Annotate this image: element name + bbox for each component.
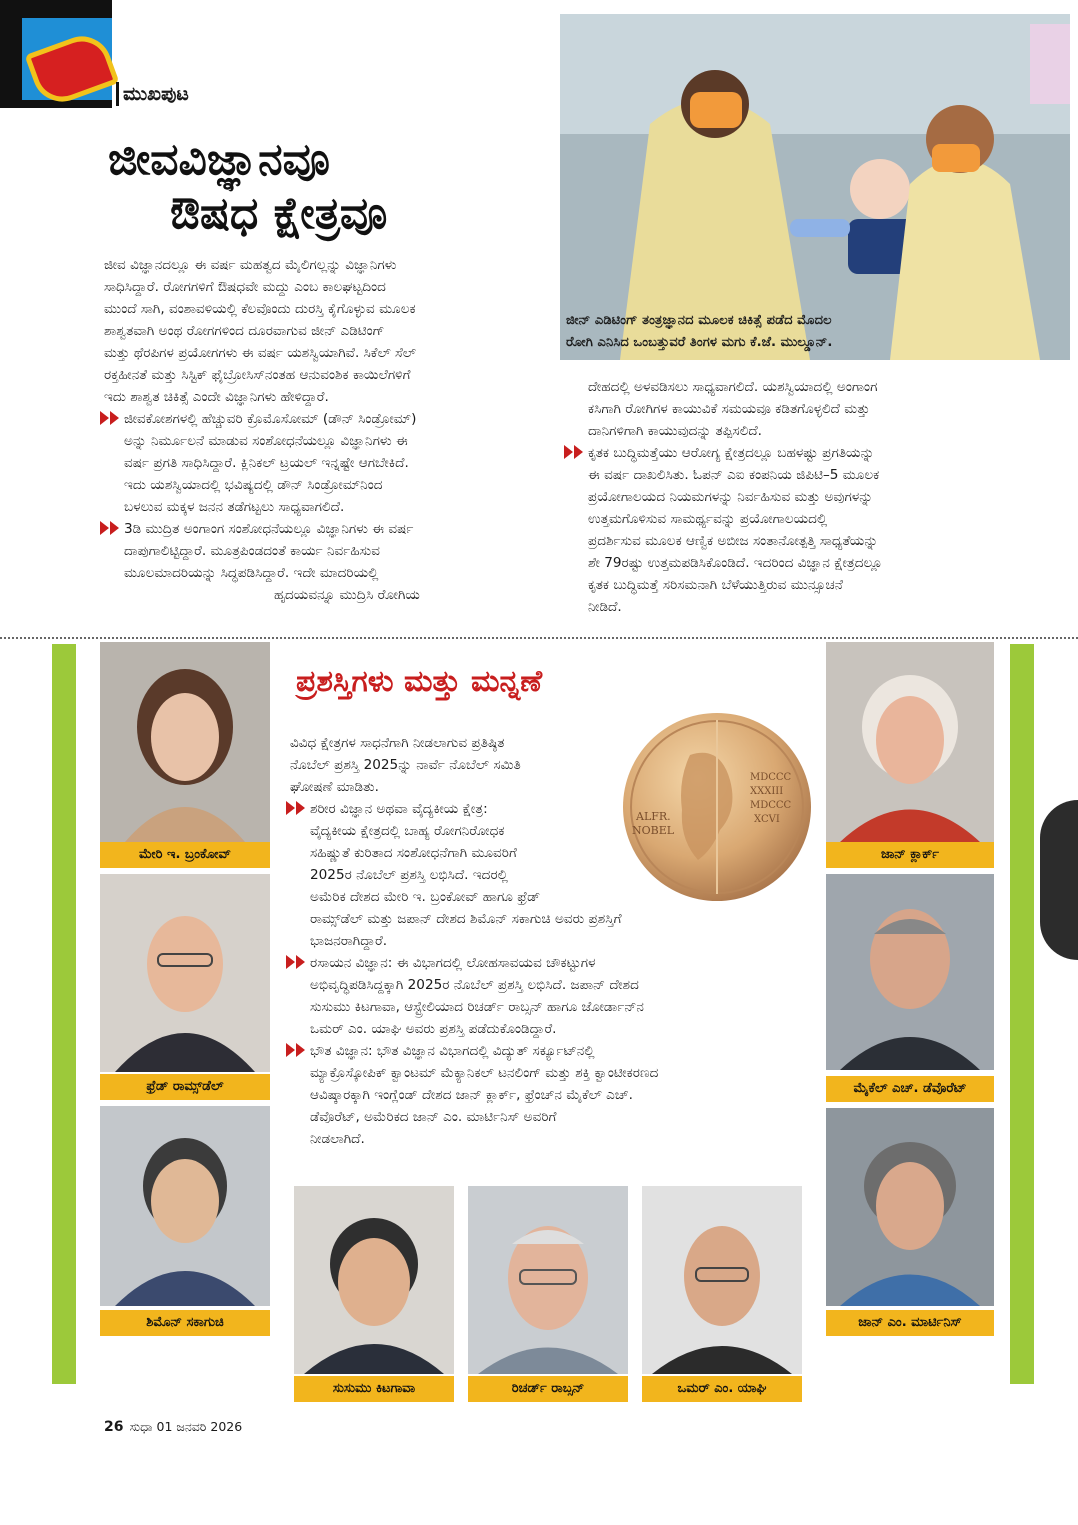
- portrait-ramsdell: [100, 874, 270, 1072]
- portrait-illustration: [826, 874, 994, 1070]
- portrait-illustration: [100, 1106, 270, 1306]
- medal-text: MDCCC: [750, 772, 792, 783]
- medal-text: XXXIII: [750, 786, 784, 797]
- portrait-illustration: [100, 874, 270, 1072]
- portrait-clarke: [826, 642, 994, 842]
- portrait-devoret: [826, 874, 994, 1070]
- portrait-martinis: [826, 1108, 994, 1306]
- portrait-illustration: [100, 642, 270, 842]
- intro-line: ಮುಂದೆ ಸಾಗಿ, ವಂಶಾವಳಿಯಲ್ಲಿ ಕೆಲವೊಂದು ದುರಸ್ತಿ ಕೈಗೊಳ್ಳುವ ಮೂಲಕ: [104, 301, 416, 317]
- name-tag-robson: ರಿಚರ್ಡ್ ರಾಬ್ಸನ್: [468, 1376, 628, 1402]
- intro-line: ರಕ್ತಹೀನತೆ ಮತ್ತು ಸಿಸ್ಟಿಕ್ ಫೈಬ್ರೋಸಿಸ್‌ನಂತಹ ಆನುವಂಶಿಕ ಕಾಯಿಲೆಗಳಿಗೆ: [104, 367, 411, 383]
- awards-title: ಪ್ರಶಸ್ತಿಗಳು ಮತ್ತು ಮನ್ನಣೆ: [296, 664, 543, 699]
- hero-caption-line-1: ಜೀನ್ ಎಡಿಟಿಂಗ್ ತಂತ್ರಜ್ಞಾನದ ಮೂಲಕ ಚಿಕಿತ್ಸೆ ಪಡೆದ ಮೊದಲ: [566, 313, 832, 328]
- section-label: ಮುಖಪುಟ: [116, 82, 189, 106]
- portrait-brunkow: [100, 642, 270, 842]
- intro-line: ಜೀವ ವಿಜ್ಞಾನದಲ್ಲೂ ಈ ವರ್ಷ ಮಹತ್ವದ ಮೈಲಿಗಲ್ಲನ್ನು ವಿಜ್ಞಾನಿಗಳು: [104, 257, 397, 273]
- double-arrow-bullet-icon: [286, 955, 308, 969]
- intro-line: ಇದು ಶಾಶ್ವತ ಚಿಕಿತ್ಸೆ ಎಂದೇ ವಿಜ್ಞಾನಿಗಳು ಹೇಳಿದ್ದಾರೆ.: [104, 389, 329, 405]
- title-line-2: ಔಷಧ ಕ್ಷೇತ್ರವೂ: [170, 188, 388, 239]
- name-tag-ramsdell: ಫ್ರೆಡ್ ರಾಮ್ಸ್‌ಡೆಲ್: [100, 1074, 270, 1100]
- medal-text: XCVI: [754, 814, 780, 825]
- portrait-yaghi: [642, 1186, 802, 1374]
- hero-caption-line-2: ರೋಗಿ ಎನಿಸಿದ ಒಂಬತ್ತುವರೆ ತಿಂಗಳ ಮಗು ಕೆ.ಜೆ. ಮುಲ್ಡೂನ್.: [566, 335, 833, 350]
- awards-body: ವಿವಿಧ ಕ್ಷೇತ್ರಗಳ ಸಾಧನೆಗಾಗಿ ನೀಡಲಾಗುವ ಪ್ರತಿಷ್ಠಿತ ನೊಬೆಲ್ ಪ್ರಶಸ್ತಿ 2025ನ್ನು ನಾರ್ವೆ ನೊಬೆಲ್ ಸಮಿತಿ ಘೋಷಣೆ ಮಾಡಿತು. ಶರೀರ ವಿಜ್ಞಾನ ಅಥವಾ ವೈದ್ಯಕೀಯ ಕ್ಷೇತ್ರ: ವೈದ್ಯಕೀಯ ಕ್ಷೇತ್ರದಲ್ಲಿ ಬಾಹ್ಯ ರೋಗನಿರೋಧಕ ಸಹಿಷ್ಣುತೆ ಕುರಿತಾದ ಸಂಶೋಧನೆಗಾಗಿ ಮೂವರಿಗೆ 2025ರ ನೊಬೆಲ್ ಪ್ರಶಸ್ತಿ ಲಭಿಸಿದೆ. ಇದರಲ್ಲಿ ಅಮೆರಿಕ ದೇಶದ ಮೇರಿ ಇ. ಬ್ರಂಕೋವ್ ಹಾಗೂ ಫ್ರೆಡ್ ರಾಮ್ಸ್‌ಡೆಲ್ ಮತ್ತು ಜಪಾನ್ ದೇಶದ ಶಿಮೊನ್ ಸಕಾಗುಚಿ ಅವರು ಪ್ರಶಸ್ತಿಗೆ ಭಾಜನರಾಗಿದ್ದಾರೆ. ರಸಾಯನ ವಿಜ್ಞಾನ: ಈ ವಿಭಾಗದಲ್ಲಿ ಲೋಹಸಾವಯವ ಚೌಕಟ್ಟುಗಳ ಅಭಿವೃದ್ಧಿಪಡಿಸಿದ್ದಕ್ಕಾಗಿ 2025ರ ನೊಬೆಲ್ ಪ್ರಶಸ್ತಿ ಲಭಿಸಿದೆ. ಜಪಾನ್ ದೇಶದ ಸುಸುಮು ಕಿಟಗಾವಾ, ಆಸ್ಟ್ರೇಲಿಯಾದ ರಿಚರ್ಡ್ ರಾಬ್ಸನ್ ಹಾಗೂ ಜೋರ್ಡಾನ್‌ನ ಒಮರ್ ಎಂ. ಯಾಘಿ ಅವರು ಪ್ರಶಸ್ತಿ ಪಡೆದುಕೊಂಡಿದ್ದಾರೆ. ಭೌತ ವಿಜ್ಞಾನ: ಭೌತ ವಿಜ್ಞಾನ ವಿಭಾಗದಲ್ಲಿ ವಿದ್ಯುತ್ ಸರ್ಕ್ಯೂಟ್‌ನಲ್ಲಿ ಮ್ಯಾಕ್ರೊಸ್ಕೋಪಿಕ್ ಕ್ವಾಂಟಮ್ ಮೆಕ್ಯಾನಿಕಲ್ ಟನಲಿಂಗ್ ಮತ್ತು ಶಕ್ತಿ ಕ್ವಾಂಟೀಕರಣದ ಆವಿಷ್ಕಾರಕ್ಕಾಗಿ ಇಂಗ್ಲೆಂಡ್ ದೇಶದ ಜಾನ್ ಕ್ಲಾರ್ಕ್, ಫ್ರೆಂಚ್‌ನ ಮೈಕೆಲ್ ಎಚ್. ಡೆವೊರೆಟ್, ಅಮೆರಿಕದ ಜಾನ್ ಎಂ. ಮಾರ್ಟಿನಿಸ್ ಅವರಿಗೆ ನೀಡಲಾಗಿದೆ.: [290, 732, 810, 1150]
- double-arrow-bullet-icon: [100, 521, 122, 535]
- name-tag-brunkow: ಮೇರಿ ಇ. ಬ್ರಂಕೋವ್: [100, 842, 270, 868]
- article-column-2: ದೇಹದಲ್ಲಿ ಅಳವಡಿಸಲು ಸಾಧ್ಯವಾಗಲಿದೆ. ಯಶಸ್ವಿಯಾದಲ್ಲಿ ಅಂಗಾಂಗ ಕಸಿಗಾಗಿ ರೋಗಿಗಳ ಕಾಯುವಿಕೆ ಸಮಯವೂ ಕಡಿತಗೊಳ್ಳಲಿದೆ ಮತ್ತು ದಾನಿಗಳಿಗಾಗಿ ಕಾಯುವುದನ್ನು ತಪ್ಪಿಸಲಿದೆ. ಕೃತಕ ಬುದ್ಧಿಮತ್ತೆಯು ಆರೋಗ್ಯ ಕ್ಷೇತ್ರದಲ್ಲೂ ಬಹಳಷ್ಟು ಪ್ರಗತಿಯನ್ನು ಈ ವರ್ಷ ದಾಖಲಿಸಿತು. ಓಪನ್ ಎಐ ಕಂಪನಿಯ ಜಿಪಿಟಿ–5 ಮೂಲಕ ಪ್ರಯೋಗಾಲಯದ ನಿಯಮಗಳನ್ನು ನಿರ್ವಹಿಸುವ ಮತ್ತು ಅವುಗಳನ್ನು ಉತ್ತಮಗೊಳಿಸುವ ಸಾಮರ್ಥ್ಯವನ್ನು ಪ್ರಯೋಗಾಲಯದಲ್ಲಿ ಪ್ರದರ್ಶಿಸುವ ಮೂಲಕ ಆಣ್ವಿಕ ಅಬೀಜ ಸಂತಾನೋತ್ಪತ್ತಿ ಸಾಧ್ಯತೆಯನ್ನು ಶೇ 79ರಷ್ಟು ಉತ್ತಮಪಡಿಸಿಕೊಂಡಿದೆ. ಇದರಿಂದ ವಿಜ್ಞಾನ ಕ್ಷೇತ್ರದಲ್ಲೂ ಕೃತಕ ಬುದ್ಧಿಮತ್ತೆ ಸರಿಸಮನಾಗಿ ಬೆಳೆಯುತ್ತಿರುವ ಮುನ್ಸೂಚನೆ ನೀಡಿದೆ.: [562, 376, 1002, 618]
- page-number: 26: [104, 1419, 124, 1435]
- portrait-illustration: [468, 1186, 628, 1374]
- bullet-medicine: ಶರೀರ ವಿಜ್ಞಾನ ಅಥವಾ ವೈದ್ಯಕೀಯ ಕ್ಷೇತ್ರ: ವೈದ್ಯಕೀಯ ಕ್ಷೇತ್ರದಲ್ಲಿ ಬಾಹ್ಯ ರೋಗನಿರೋಧಕ ಸಹಿಷ್ಣುತೆ ಕುರಿತಾದ ಸಂಶೋಧನೆಗಾಗಿ ಮೂವರಿಗೆ 2025ರ ನೊಬೆಲ್ ಪ್ರಶಸ್ತಿ ಲಭಿಸಿದೆ. ಇದರಲ್ಲಿ ಅಮೆರಿಕ ದೇಶದ ಮೇರಿ ಇ. ಬ್ರಂಕೋವ್ ಹಾಗೂ ಫ್ರೆಡ್ ರಾಮ್ಸ್‌ಡೆಲ್ ಮತ್ತು ಜಪಾನ್ ದೇಶದ ಶಿಮೊನ್ ಸಕಾಗುಚಿ ಅವರು ಪ್ರಶಸ್ತಿಗೆ ಭಾಜನರಾಗಿದ್ದಾರೆ.: [284, 798, 810, 952]
- bullet-3d-organs: 3ಡಿ ಮುದ್ರಿತ ಅಂಗಾಂಗ ಸಂಶೋಧನೆಯಲ್ಲೂ ವಿಜ್ಞಾನಿಗಳು ಈ ವರ್ಷ ದಾಪುಗಾಲಿಟ್ಟಿದ್ದಾರೆ. ಮೂತ್ರಪಿಂಡದಂತೆ ಕಾರ್ಯ ನಿರ್ವಹಿಸುವ ಮೂಲಮಾದರಿಯನ್ನು ಸಿದ್ಧಪಡಿಸಿದ್ದಾರೆ. ಇದೇ ಮಾದರಿಯಲ್ಲಿ ಹೃದಯವನ್ನೂ ಮುದ್ರಿಸಿ ರೋಗಿಯ: [98, 518, 544, 606]
- hero-photo-illustration: [560, 14, 1070, 360]
- section-divider: [0, 637, 1078, 639]
- page-footer: [104, 1419, 242, 1435]
- portrait-sakaguchi: [100, 1106, 270, 1306]
- name-tag-yaghi: ಒಮರ್ ಎಂ. ಯಾಘಿ: [642, 1376, 802, 1402]
- portrait-kitagawa: [294, 1186, 454, 1374]
- portrait-illustration: [294, 1186, 454, 1374]
- bullet-ai-health: ಕೃತಕ ಬುದ್ಧಿಮತ್ತೆಯು ಆರೋಗ್ಯ ಕ್ಷೇತ್ರದಲ್ಲೂ ಬಹಳಷ್ಟು ಪ್ರಗತಿಯನ್ನು ಈ ವರ್ಷ ದಾಖಲಿಸಿತು. ಓಪನ್ ಎಐ ಕಂಪನಿಯ ಜಿಪಿಟಿ–5 ಮೂಲಕ ಪ್ರಯೋಗಾಲಯದ ನಿಯಮಗಳನ್ನು ನಿರ್ವಹಿಸುವ ಮತ್ತು ಅವುಗಳನ್ನು ಉತ್ತಮಗೊಳಿಸುವ ಸಾಮರ್ಥ್ಯವನ್ನು ಪ್ರಯೋಗಾಲಯದಲ್ಲಿ ಪ್ರದರ್ಶಿಸುವ ಮೂಲಕ ಆಣ್ವಿಕ ಅಬೀಜ ಸಂತಾನೋತ್ಪತ್ತಿ ಸಾಧ್ಯತೆಯನ್ನು ಶೇ 79ರಷ್ಟು ಉತ್ತಮಪಡಿಸಿಕೊಂಡಿದೆ. ಇದರಿಂದ ವಿಜ್ಞಾನ ಕ್ಷೇತ್ರದಲ್ಲೂ ಕೃತಕ ಬುದ್ಧಿಮತ್ತೆ ಸರಿಸಮನಾಗಿ ಬೆಳೆಯುತ್ತಿರುವ ಮುನ್ಸೂಚನೆ ನೀಡಿದೆ.: [562, 442, 1002, 618]
- name-tag-martinis: ಜಾನ್ ಎಂ. ಮಾರ್ಟಿನಿಸ್: [826, 1310, 994, 1336]
- bullet-down-syndrome: ಜೀವಕೋಶಗಳಲ್ಲಿ ಹೆಚ್ಚುವರಿ ಕ್ರೊಮೊಸೋಮ್ (ಡೌನ್ ಸಿಂಡ್ರೋಮ್) ಅನ್ನು ನಿರ್ಮೂಲನೆ ಮಾಡುವ ಸಂಶೋಧನೆಯಲ್ಲೂ ವಿಜ್ಞಾನಿಗಳು ಈ ವರ್ಷ ಪ್ರಗತಿ ಸಾಧಿಸಿದ್ದಾರೆ. ಕ್ಲಿನಿಕಲ್ ಟ್ರಯಲ್ ಇನ್ನಷ್ಟೇ ಆಗಬೇಕಿದೆ. ಇದು ಯಶಸ್ವಿಯಾದಲ್ಲಿ ಭವಿಷ್ಯದಲ್ಲಿ ಡೌನ್ ಸಿಂಡ್ರೋಮ್‌ನಿಂದ ಬಳಲುವ ಮಕ್ಕಳ ಜನನ ತಡೆಗಟ್ಟಲು ಸಾಧ್ಯವಾಗಲಿದೆ.: [98, 408, 544, 518]
- bullet-chemistry: ರಸಾಯನ ವಿಜ್ಞಾನ: ಈ ವಿಭಾಗದಲ್ಲಿ ಲೋಹಸಾವಯವ ಚೌಕಟ್ಟುಗಳ ಅಭಿವೃದ್ಧಿಪಡಿಸಿದ್ದಕ್ಕಾಗಿ 2025ರ ನೊಬೆಲ್ ಪ್ರಶಸ್ತಿ ಲಭಿಸಿದೆ. ಜಪಾನ್ ದೇಶದ ಸುಸುಮು ಕಿಟಗಾವಾ, ಆಸ್ಟ್ರೇಲಿಯಾದ ರಿಚರ್ಡ್ ರಾಬ್ಸನ್ ಹಾಗೂ ಜೋರ್ಡಾನ್‌ನ ಒಮರ್ ಎಂ. ಯಾಘಿ ಅವರು ಪ್ರಶಸ್ತಿ ಪಡೆದುಕೊಂಡಿದ್ದಾರೆ.: [284, 952, 810, 1040]
- green-side-bar-right: [1010, 644, 1034, 1384]
- double-arrow-bullet-icon: [286, 1043, 308, 1057]
- double-arrow-bullet-icon: [286, 801, 308, 815]
- bullet-physics: ಭೌತ ವಿಜ್ಞಾನ: ಭೌತ ವಿಜ್ಞಾನ ವಿಭಾಗದಲ್ಲಿ ವಿದ್ಯುತ್ ಸರ್ಕ್ಯೂಟ್‌ನಲ್ಲಿ ಮ್ಯಾಕ್ರೊಸ್ಕೋಪಿಕ್ ಕ್ವಾಂಟಮ್ ಮೆಕ್ಯಾನಿಕಲ್ ಟನಲಿಂಗ್ ಮತ್ತು ಶಕ್ತಿ ಕ್ವಾಂಟೀಕರಣದ ಆವಿಷ್ಕಾರಕ್ಕಾಗಿ ಇಂಗ್ಲೆಂಡ್ ದೇಶದ ಜಾನ್ ಕ್ಲಾರ್ಕ್, ಫ್ರೆಂಚ್‌ನ ಮೈಕೆಲ್ ಎಚ್. ಡೆವೊರೆಟ್, ಅಮೆರಿಕದ ಜಾನ್ ಎಂ. ಮಾರ್ಟಿನಿಸ್ ಅವರಿಗೆ ನೀಡಲಾಗಿದೆ.: [284, 1040, 810, 1150]
- medal-text: ALFR.: [636, 810, 671, 823]
- double-arrow-bullet-icon: [564, 445, 586, 459]
- issue-info: ಸುಧಾ 01 ಜನವರಿ 2026: [129, 1419, 243, 1434]
- portrait-illustration: [826, 642, 994, 842]
- portrait-illustration: [826, 1108, 994, 1306]
- hero-photo: [560, 14, 1070, 360]
- medal-text: MDCCC: [750, 800, 792, 811]
- double-arrow-bullet-icon: [100, 411, 122, 425]
- intro-line: ಮತ್ತು ಥೆರಪಿಗಳ ಪ್ರಯೋಗಗಳು ಈ ವರ್ಷ ಯಶಸ್ವಿಯಾಗಿವೆ. ಸಿಕೆಲ್ ಸೆಲ್: [104, 345, 416, 361]
- portrait-illustration: [642, 1186, 802, 1374]
- name-tag-clarke: ಜಾನ್ ಕ್ಲಾರ್ಕ್: [826, 842, 994, 868]
- intro-line: ಸಾಧಿಸಿದ್ದಾರೆ. ರೋಗಗಳಿಗೆ ಔಷಧವೇ ಮದ್ದು ಎಂಬ ಕಾಲಘಟ್ಟದಿಂದ: [104, 279, 386, 295]
- name-tag-sakaguchi: ಶಿಮೊನ್ ಸಕಾಗುಚಿ: [100, 1310, 270, 1336]
- title-line-1: ಜೀವವಿಜ್ಞಾನವೂ: [108, 134, 330, 185]
- portrait-robson: [468, 1186, 628, 1374]
- medal-text: NOBEL: [632, 824, 675, 837]
- name-tag-kitagawa: ಸುಸುಮು ಕಿಟಗಾವಾ: [294, 1376, 454, 1402]
- article-column-1: [104, 254, 544, 606]
- green-side-bar-left: [52, 644, 76, 1384]
- name-tag-devoret: ಮೈಕೆಲ್ ಎಚ್. ಡೆವೊರೆಟ್: [826, 1076, 994, 1102]
- intro-line: ಶಾಶ್ವತವಾಗಿ ಅಂಥ ರೋಗಗಳಿಂದ ದೂರವಾಗುವ ಜೀನ್ ಎಡಿಟಿಂಗ್: [104, 323, 385, 339]
- edge-decoration: [1040, 800, 1078, 960]
